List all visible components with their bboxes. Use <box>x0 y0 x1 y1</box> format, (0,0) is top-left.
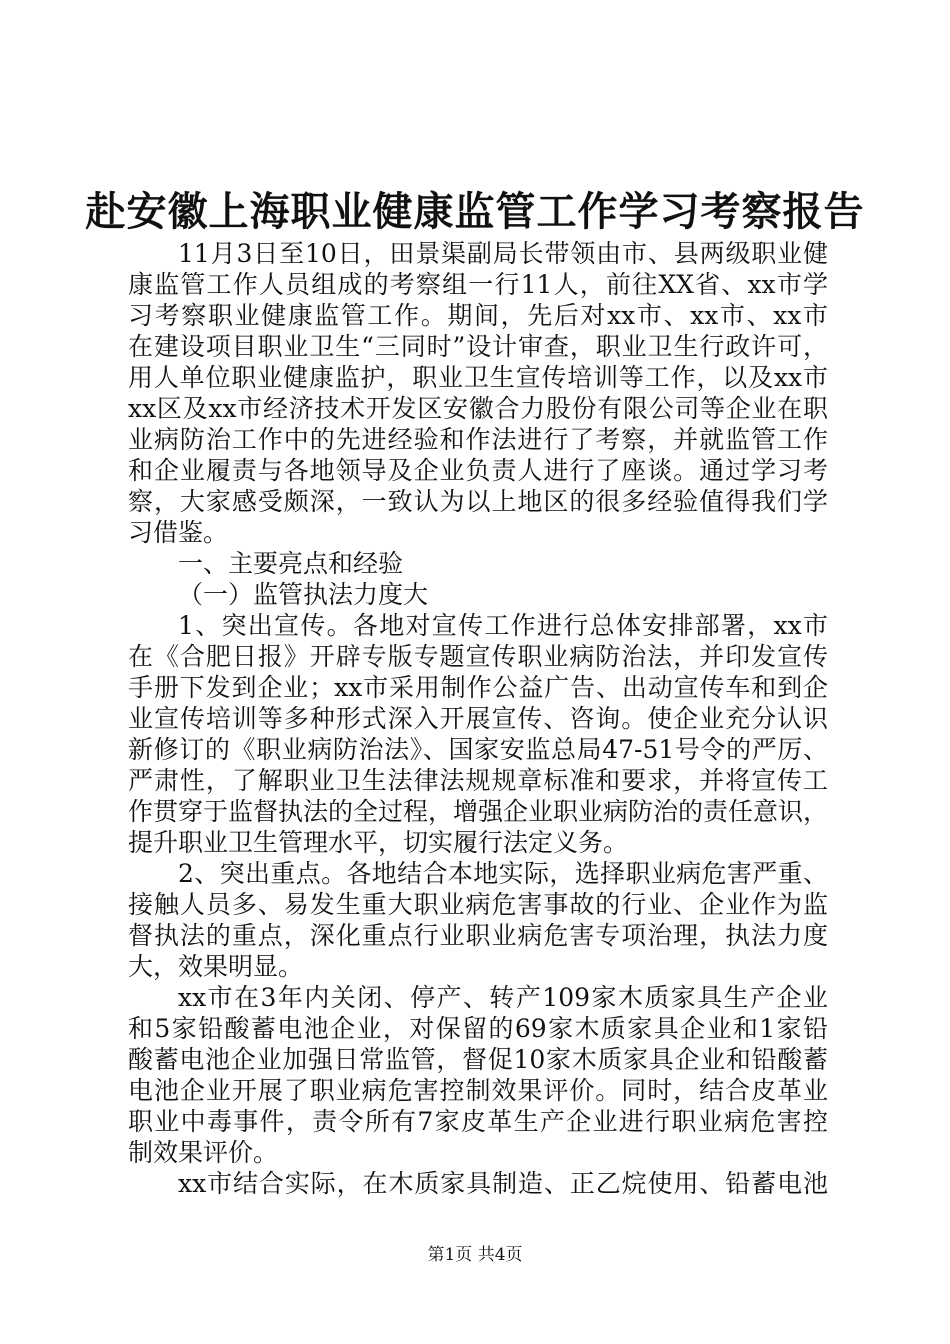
document-body <box>128 238 828 1199</box>
page-footer: 第1页 共4页 <box>427 1245 523 1265</box>
paragraph-line: 手册下发到企业；xx市采用制作公益广告、出动宣传车和到企 <box>128 673 828 702</box>
section-heading: 一、主要亮点和经验 <box>178 549 404 578</box>
paragraph-line: 职业中毒事件，责令所有7家皮革生产企业进行职业病危害控 <box>128 1107 828 1136</box>
subsection-heading: （一）监管执法力度大 <box>178 580 429 609</box>
paragraph-line: 电池企业开展了职业病危害控制效果评价。同时，结合皮革业 <box>128 1076 828 1105</box>
paragraph-line: 督执法的重点，深化重点行业职业病危害专项治理，执法力度 <box>128 921 828 950</box>
paragraph-line: xx市结合实际，在木质家具制造、正乙烷使用、铅蓄电池 <box>178 1169 828 1198</box>
paragraph-line: 大，效果明显。 <box>128 952 304 981</box>
paragraph-line: 察，大家感受颇深，一致认为以上地区的很多经验值得我们学 <box>128 487 828 516</box>
paragraph-line: 1、突出宣传。各地对宣传工作进行总体安排部署，xx市 <box>178 611 828 640</box>
paragraph-line: 2、突出重点。各地结合本地实际，选择职业病危害严重、 <box>178 859 828 888</box>
paragraph-line: xx区及xx市经济技术开发区安徽合力股份有限公司等企业在职 <box>128 394 828 423</box>
document-title: 赴安徽上海职业健康监管工作学习考察报告 <box>85 188 865 235</box>
paragraph-line: 新修订的《职业病防治法》、国家安监总局47-51号令的严厉、 <box>128 735 828 764</box>
paragraph-line: 用人单位职业健康监护，职业卫生宣传培训等工作，以及xx市 <box>128 363 828 392</box>
paragraph-line: xx市在3年内关闭、停产、转产109家木质家具生产企业 <box>178 983 828 1012</box>
paragraph-line: 业宣传培训等多种形式深入开展宣传、咨询。使企业充分认识 <box>128 704 828 733</box>
paragraph-line: 接触人员多、易发生重大职业病危害事故的行业、企业作为监 <box>128 890 828 919</box>
paragraph-line: 和5家铅酸蓄电池企业，对保留的69家木质家具企业和1家铅 <box>128 1014 828 1043</box>
paragraph-line: 业病防治工作中的先进经验和作法进行了考察，并就监管工作 <box>128 425 828 454</box>
paragraph-line: 在建设项目职业卫生“三同时”设计审查，职业卫生行政许可， <box>128 332 828 361</box>
paragraph-line: 制效果评价。 <box>128 1138 279 1167</box>
paragraph-line: 提升职业卫生管理水平，切实履行法定义务。 <box>128 828 629 857</box>
paragraph-line: 11月3日至10日，田景渠副局长带领由市、县两级职业健 <box>178 239 828 268</box>
paragraph-line: 酸蓄电池企业加强日常监管，督促10家木质家具企业和铅酸蓄 <box>128 1045 828 1074</box>
paragraph-line: 康监管工作人员组成的考察组一行11人，前往XX省、xx市学 <box>128 270 828 299</box>
paragraph-line: 和企业履责与各地领导及企业负责人进行了座谈。通过学习考 <box>128 456 828 485</box>
paragraph-line: 习考察职业健康监管工作。期间，先后对xx市、xx市、xx市 <box>128 301 828 330</box>
paragraph-line: 在《合肥日报》开辟专版专题宣传职业病防治法，并印发宣传 <box>128 642 828 671</box>
paragraph-line: 习借鉴。 <box>128 518 229 547</box>
paragraph-line: 作贯穿于监督执法的全过程，增强企业职业病防治的责任意识， <box>128 797 829 826</box>
paragraph-line: 严肃性，了解职业卫生法律法规规章标准和要求，并将宣传工 <box>128 766 828 795</box>
